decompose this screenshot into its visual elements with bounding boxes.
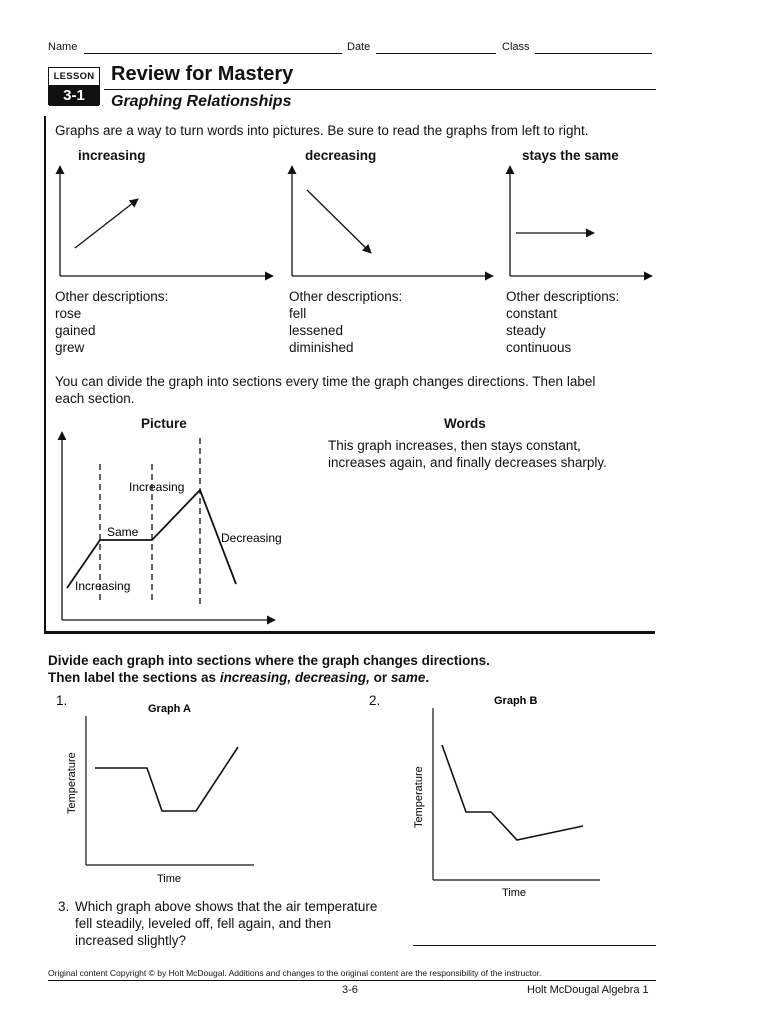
date-label: Date xyxy=(347,41,371,53)
heading-increasing: increasing xyxy=(78,148,146,163)
graph-a-xlabel: Time xyxy=(157,873,182,885)
book-title: Holt McDougal Algebra 1 xyxy=(527,984,649,996)
name-label: Name xyxy=(48,41,78,53)
instruction-prefix: Then label the sections as xyxy=(48,670,220,685)
words-description-line: increases again, and finally decreases sharply. xyxy=(328,455,607,470)
graph-b-xlabel: Time xyxy=(502,887,527,899)
copyright-notice: Original content Copyright © by Holt McDougal. Additions and changes to the original content are the responsibility of the instructor. xyxy=(48,968,542,978)
question-3-line: Which graph above shows that the air temperature xyxy=(75,899,378,914)
heading-decreasing: decreasing xyxy=(305,148,377,163)
graph-b-ylabel: Temperature xyxy=(413,766,425,828)
sections-text-line: each section. xyxy=(55,391,135,406)
question-3-line: increased slightly? xyxy=(75,933,187,948)
graph-a-ylabel: Temperature xyxy=(66,752,78,814)
page-number: 3-6 xyxy=(342,984,358,996)
desc-label: Other descriptions: xyxy=(289,289,403,304)
label-increasing-2: Increasing xyxy=(129,480,185,494)
graph-b xyxy=(413,695,600,899)
label-increasing-1: Increasing xyxy=(75,579,131,593)
desc-label: Other descriptions: xyxy=(506,289,620,304)
desc-word: rose xyxy=(55,306,82,321)
desc-word: steady xyxy=(506,323,546,338)
desc-word: constant xyxy=(506,306,558,321)
words-description-line: This graph increases, then stays constant, xyxy=(328,438,581,453)
desc-word: continuous xyxy=(506,340,572,355)
question-2-number: 2. xyxy=(369,693,381,708)
desc-word: grew xyxy=(55,340,85,355)
lesson-number: 3-1 xyxy=(49,85,99,106)
question-1-number: 1. xyxy=(56,693,68,708)
desc-word: diminished xyxy=(289,340,354,355)
desc-word: lessened xyxy=(289,323,344,338)
instruction-terms: increasing, decreasing, xyxy=(219,670,370,685)
graph-b-title: Graph B xyxy=(494,695,538,707)
desc-word: gained xyxy=(55,323,96,338)
instruction-end: . xyxy=(425,670,430,685)
page-title: Review for Mastery xyxy=(111,63,294,85)
instruction-or: or xyxy=(369,670,391,685)
heading-stays-same: stays the same xyxy=(522,148,619,163)
desc-word: fell xyxy=(289,306,307,321)
graph-a xyxy=(66,703,254,885)
intro-text: Graphs are a way to turn words into pictures. Be sure to read the graphs from left to right. xyxy=(55,123,589,138)
graph-a-title: Graph A xyxy=(148,703,191,715)
sections-text-line: You can divide the graph into sections every time the graph changes directions. Then label xyxy=(55,374,596,389)
instruction-last-term: same xyxy=(390,670,426,685)
desc-label: Other descriptions: xyxy=(55,289,169,304)
answer-line-3[interactable] xyxy=(413,945,656,946)
question-3-line: fell steadily, leveled off, fell again, and then xyxy=(75,916,332,931)
question-3-text xyxy=(75,898,377,949)
instruction-line-1: Divide each graph into sections where the graph changes directions. xyxy=(48,653,490,668)
label-same: Same xyxy=(107,525,139,539)
lesson-word: LESSON xyxy=(53,71,95,82)
picture-heading: Picture xyxy=(141,416,187,431)
question-3-number: 3. xyxy=(58,899,70,914)
footer-rule xyxy=(48,980,656,981)
words-heading: Words xyxy=(444,416,486,431)
label-decreasing: Decreasing xyxy=(221,531,282,545)
class-label: Class xyxy=(502,41,530,53)
page-subtitle: Graphing Relationships xyxy=(111,93,292,110)
